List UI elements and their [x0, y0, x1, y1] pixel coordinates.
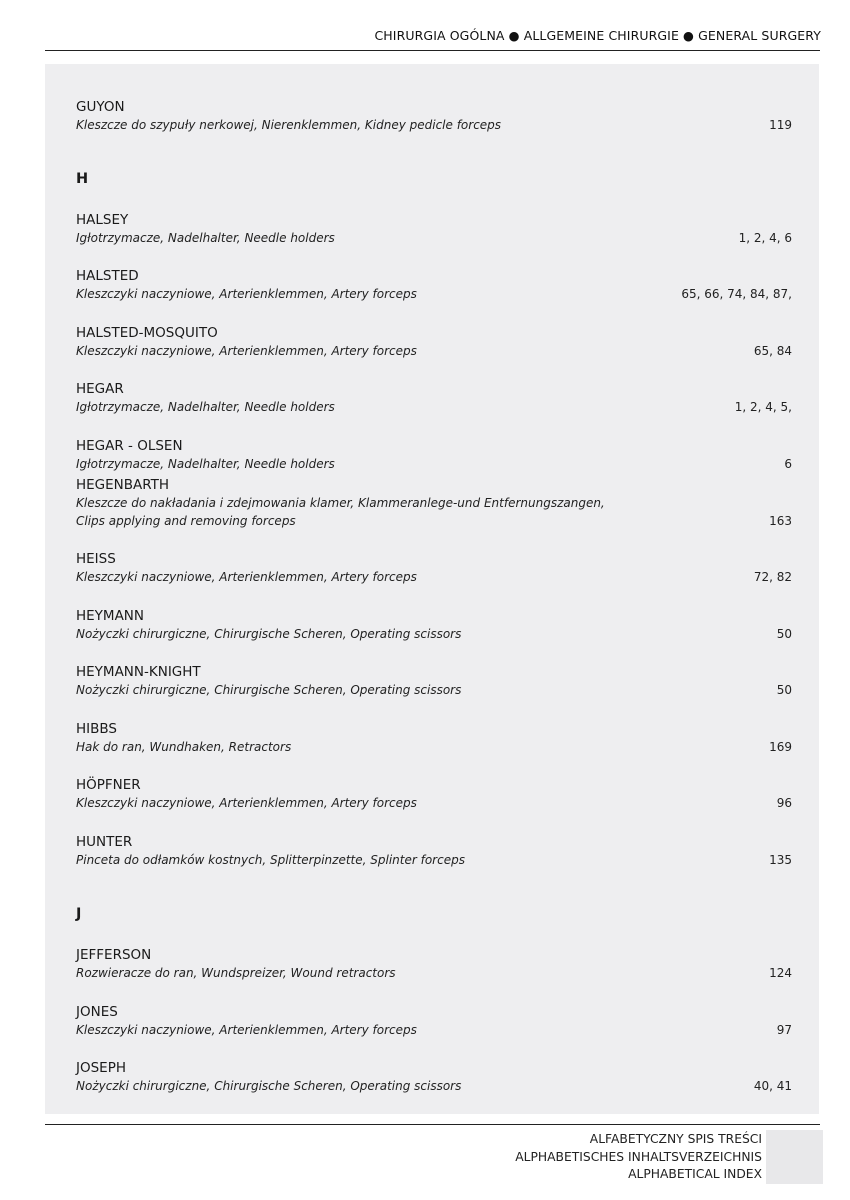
entry-pages: 65, 84 [753, 344, 792, 358]
entry-pages: 97 [776, 1023, 792, 1037]
index-entry-jefferson [76, 946, 792, 982]
footer-title-polish: ALFABETYCZNY SPIS TREŚCI [589, 1132, 762, 1146]
entry-description: Nożyczki chirurgiczne, Chirurgische Scheren, Operating scissors [76, 1079, 462, 1093]
entry-pages: 135 [769, 853, 792, 867]
index-entry-heymann-knight [76, 663, 792, 699]
entry-pages: 72, 82 [753, 570, 792, 584]
entry-name: HEGAR [76, 381, 124, 397]
footer-tab-box [766, 1130, 823, 1184]
entry-description: Nożyczki chirurgiczne, Chirurgische Scheren, Operating scissors [76, 683, 462, 697]
section-letter-h: H [76, 171, 89, 187]
entry-description: Rozwieracze do ran, Wundspreizer, Wound retractors [76, 966, 396, 980]
entry-pages: 50 [776, 683, 792, 697]
entry-name: HEYMANN-KNIGHT [76, 664, 201, 680]
entry-description: Igłotrzymacze, Nadelhalter, Needle holders [76, 231, 335, 245]
index-entry-hegenbarth [76, 476, 792, 530]
entry-name: HALSTED-MOSQUITO [76, 325, 218, 341]
index-entry-jones [76, 1003, 792, 1039]
entry-pages: 96 [776, 796, 792, 810]
index-entry-hunter [76, 833, 792, 869]
entry-pages: 163 [769, 514, 792, 528]
index-entry-halsted [76, 267, 792, 303]
entry-description: Hak do ran, Wundhaken, Retractors [76, 740, 292, 754]
entry-pages: 50 [776, 627, 792, 641]
index-entry-hegar [76, 380, 792, 416]
entry-description: Kleszczyki naczyniowe, Arterienklemmen, Artery forceps [76, 1023, 417, 1037]
index-entry-hibbs [76, 720, 792, 756]
entry-description-continued: Clips applying and removing forceps [76, 514, 296, 528]
entry-name: HALSEY [76, 212, 129, 228]
entry-pages: 119 [769, 118, 792, 132]
entry-pages: 169 [769, 740, 792, 754]
index-entry-hegar-olsen [76, 437, 792, 473]
entry-name: HEGENBARTH [76, 477, 170, 493]
entry-name: JONES [76, 1004, 118, 1020]
entry-description: Kleszczyki naczyniowe, Arterienklemmen, Artery forceps [76, 287, 417, 301]
entry-name: HÖPFNER [76, 777, 141, 793]
index-entry-guyon [76, 98, 792, 134]
entry-pages: 6 [784, 457, 792, 471]
entry-name: HIBBS [76, 721, 117, 737]
entry-name: HALSTED [76, 268, 139, 284]
index-panel [45, 64, 819, 1114]
section-letter-j: J [76, 906, 82, 922]
entry-name: HEISS [76, 551, 116, 567]
footer-title-english: ALPHABETICAL INDEX [628, 1167, 762, 1181]
entry-name: JEFFERSON [76, 947, 152, 963]
entry-description: Igłotrzymacze, Nadelhalter, Needle holders [76, 400, 335, 414]
entry-description: Kleszcze do nakładania i zdejmowania klamer, Klammeranlege-und Entfernungszangen, [76, 496, 605, 510]
footer-title-german: ALPHABETISCHES INHALTSVERZEICHNIS [515, 1149, 762, 1164]
entry-pages: 124 [769, 966, 792, 980]
header-rule [45, 50, 820, 51]
entry-name: GUYON [76, 99, 125, 115]
entry-pages: 1, 2, 4, 6 [738, 231, 792, 245]
index-entry-heiss [76, 550, 792, 586]
entry-name: JOSEPH [76, 1060, 126, 1076]
entry-description: Kleszczyki naczyniowe, Arterienklemmen, Artery forceps [76, 796, 417, 810]
entry-description: Igłotrzymacze, Nadelhalter, Needle holders [76, 457, 335, 471]
entry-name: HEYMANN [76, 608, 145, 624]
index-entry-joseph [76, 1059, 792, 1095]
index-entry-heymann [76, 607, 792, 643]
entry-description: Kleszczyki naczyniowe, Arterienklemmen, Artery forceps [76, 344, 417, 358]
index-entry-hopfner [76, 776, 792, 812]
entry-description: Kleszcze do szypuły nerkowej, Nierenklemmen, Kidney pedicle forceps [76, 118, 502, 132]
entry-pages: 40, 41 [753, 1079, 792, 1093]
entry-description: Pinceta do odłamków kostnych, Splitterpinzette, Splinter forceps [76, 853, 465, 867]
entry-pages: 65, 66, 74, 84, 87, [681, 287, 792, 301]
entry-pages: 1, 2, 4, 5, [734, 400, 792, 414]
entry-description: Kleszczyki naczyniowe, Arterienklemmen, Artery forceps [76, 570, 417, 584]
index-entry-halsted-mosquito [76, 324, 792, 360]
index-entry-halsey [76, 211, 792, 247]
entry-description: Nożyczki chirurgiczne, Chirurgische Scheren, Operating scissors [76, 627, 462, 641]
footer-section-title [515, 1131, 762, 1184]
page-header-title: CHIRURGIA OGÓLNA ● ALLGEMEINE CHIRURGIE ● GENERAL SURGERY [374, 28, 821, 43]
footer-rule [45, 1124, 820, 1125]
entry-name: HUNTER [76, 834, 133, 850]
entry-name: HEGAR - OLSEN [76, 438, 183, 454]
